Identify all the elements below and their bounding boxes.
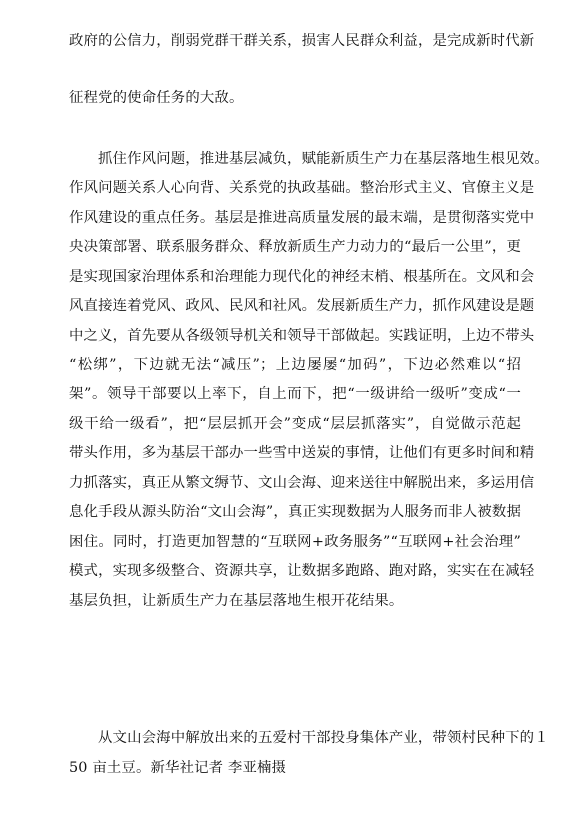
text-line: 征程党的使命任务的大敌。 — [69, 90, 244, 106]
text-line: 央决策部署、联系服务群众、释放新质生产力动力的“最后一公里”，更 — [69, 239, 521, 255]
text-line: 作风问题关系人心向背、关系党的执政基础。整治形式主义、官僚主义是 — [69, 180, 535, 196]
text-line: 架”。领导干部要以上率下，自上而下，把“一级讲给一级听”变成“一 — [69, 386, 521, 402]
text-line: 模式，实现多级整合、资源共享，让数据多跑路、跑对路，实实在在减轻 — [69, 563, 535, 579]
text-line: 息化手段从源头防治“文山会海”，真正实现数据为人服务而非人被数据 — [69, 504, 521, 520]
text-line: 是实现国家治理体系和治理能力现代化的神经末梢、根基所在。文风和会 — [69, 269, 535, 285]
text-line: 困住。同时，打造更加智慧的“互联网+政务服务”“互联网+社会治理” — [69, 534, 521, 550]
text-line: 带头作用，多为基层干部办一些雪中送炭的事情，让他们有更多时间和精 — [69, 445, 535, 461]
text-line: 50 亩土豆。新华社记者 李亚楠摄 — [69, 760, 287, 776]
text-line: 抓住作风问题，推进基层减负，赋能新质生产力在基层落地生根见效。 — [98, 151, 549, 167]
text-line: 从文山会海中解放出来的五爱村干部投身集体产业，带领村民种下的１ — [98, 730, 549, 746]
text-line: 风直接连着党风、政风、民风和社风。发展新质生产力，抓作风建设是题 — [69, 298, 535, 314]
text-line: 中之义，首先要从各级领导机关和领导干部做起。实践证明，上边不带头 — [69, 328, 535, 344]
text-line: 政府的公信力，削弱党群干群关系，损害人民群众利益，是完成新时代新 — [69, 33, 535, 49]
text-line: 级干给一级看”，把“层层抓开会”变成“层层抓落实”，自觉做示范起 — [69, 416, 521, 432]
text-line: 力抓落实，真正从繁文缛节、文山会海、迎来送往中解脱出来，多运用信 — [69, 475, 535, 491]
text-line: “松绑”，下边就无法“减压”；上边屡屡“加码”，下边必然难以“招 — [69, 357, 521, 373]
text-line: 作风建设的重点任务。基层是推进高质量发展的最末端，是贯彻落实党中 — [69, 210, 535, 226]
text-line: 基层负担，让新质生产力在基层落地生根开花结果。 — [69, 593, 404, 609]
